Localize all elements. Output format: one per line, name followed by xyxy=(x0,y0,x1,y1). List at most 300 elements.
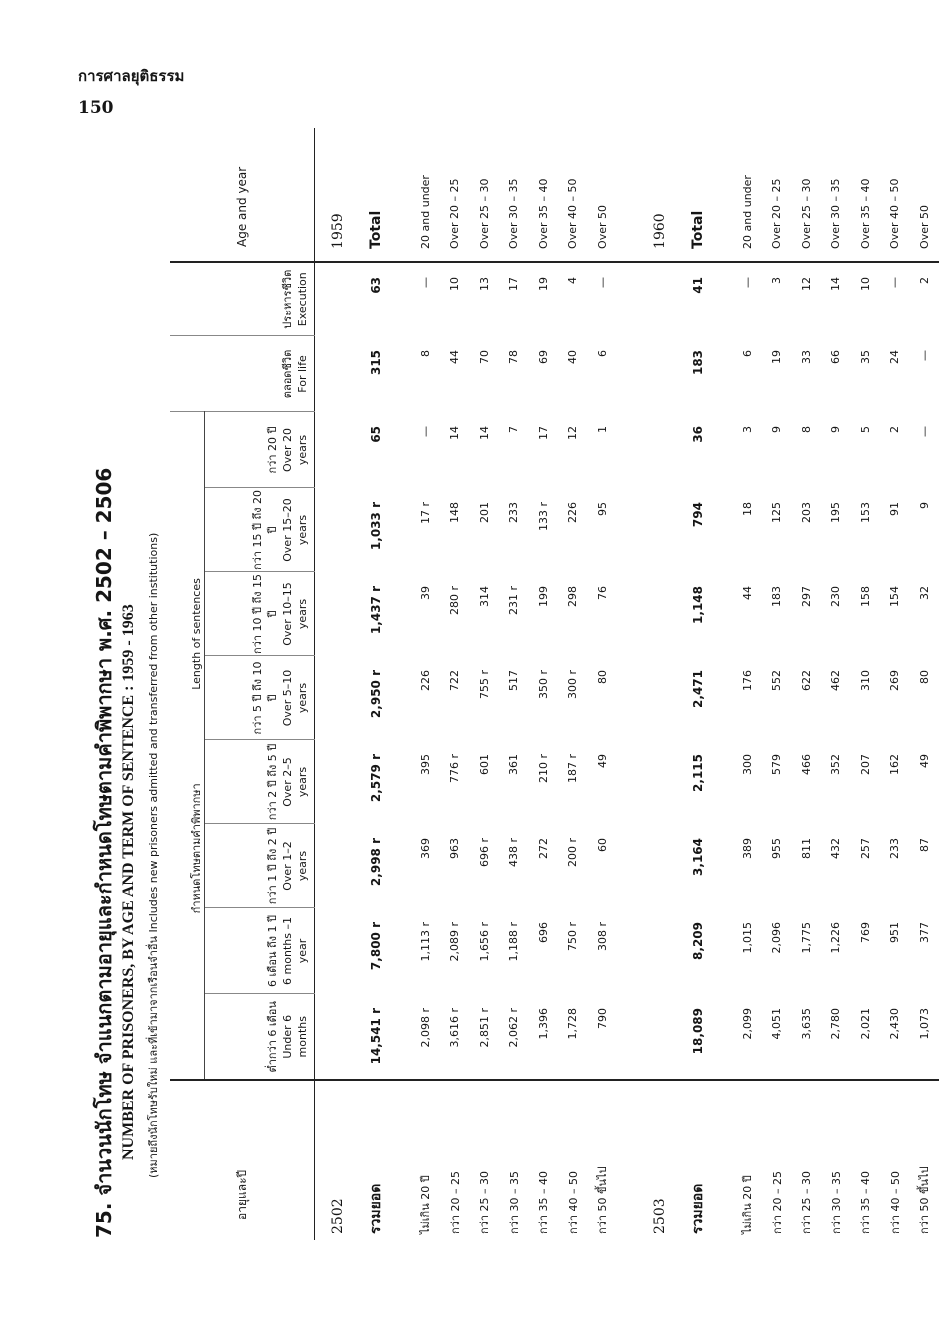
total-cell: 7,800 r xyxy=(368,922,383,971)
empty-cell xyxy=(617,336,637,412)
table-cell: 233 xyxy=(888,838,902,859)
header-age-thai: อายุและปี xyxy=(170,1080,315,1240)
table-cell: 17 r xyxy=(418,502,432,525)
spacer-row xyxy=(391,128,411,1240)
empty-cell xyxy=(391,488,411,572)
table-cell: 125 xyxy=(770,502,784,523)
row-label-english: Over 30 – 35 xyxy=(821,128,851,262)
table-cell: 2,098 r xyxy=(418,1008,432,1048)
total-label-thai: รวมยอด xyxy=(361,1080,391,1240)
table-cell: 44 xyxy=(448,349,462,364)
table-cell: 80 xyxy=(595,670,609,684)
total-cell: 183 xyxy=(690,349,705,376)
total-cell: 1,437 r xyxy=(368,586,383,635)
table-row xyxy=(821,128,851,1240)
total-cell: 2,471 xyxy=(690,670,705,708)
empty-cell xyxy=(315,656,362,740)
table-cell: 2 xyxy=(888,425,902,433)
empty-cell xyxy=(617,128,637,262)
empty-cell xyxy=(315,740,362,824)
table-cell: 148 xyxy=(448,502,462,523)
table-cell: 3,635 xyxy=(799,1008,813,1040)
table-cell: 70 xyxy=(477,349,491,364)
empty-cell xyxy=(391,262,411,336)
table-cell: 2,089 r xyxy=(448,922,462,962)
table-cell: 352 xyxy=(829,754,843,775)
header-col-thai: ต่ำกว่า 6 เดือน xyxy=(266,1001,279,1073)
table-cell: 153 xyxy=(858,502,872,523)
empty-cell xyxy=(637,412,683,488)
empty-cell xyxy=(391,128,411,262)
table-cell: 389 xyxy=(740,838,754,859)
total-label-english: Total xyxy=(683,128,713,262)
row-label-thai: กว่า 35 – 40 xyxy=(851,1080,881,1240)
row-label-english: Over 35 – 40 xyxy=(851,128,881,262)
empty-cell xyxy=(617,412,637,488)
empty-cell xyxy=(637,656,683,740)
header-col-thai: 6 เดือน ถึง 1 ปี xyxy=(266,914,279,988)
header-sentence-group xyxy=(170,412,205,1080)
header-col-thai: กว่า 20 ปี xyxy=(266,426,279,474)
header-col-english: Over 20 years xyxy=(281,428,309,472)
total-cell: 18,089 xyxy=(690,1008,705,1055)
empty-cell xyxy=(713,656,733,740)
table-cell: 1,396 xyxy=(536,1008,550,1040)
row-label-thai: กว่า 35 – 40 xyxy=(529,1080,559,1240)
total-cell: 63 xyxy=(368,276,383,294)
row-label-thai: กว่า 25 – 30 xyxy=(470,1080,500,1240)
total-cell: 14,541 r xyxy=(368,1008,383,1065)
row-label-thai: ไม่เกิน 20 ปี xyxy=(411,1080,441,1240)
table-cell: 2,062 r xyxy=(507,1008,521,1048)
empty-cell xyxy=(713,824,733,908)
table-cell: 377 xyxy=(917,922,931,943)
header-col-over-15-20-years xyxy=(205,488,315,572)
row-label-thai: กว่า 50 ขึ้นไป xyxy=(910,1080,940,1240)
table-cell: 1,015 xyxy=(740,922,754,954)
table-cell: 14 xyxy=(829,276,843,291)
table-cell: 1,226 xyxy=(829,922,843,954)
table-cell: 8 xyxy=(799,425,813,433)
empty-cell xyxy=(713,488,733,572)
header-col-english: Over 10–15 years xyxy=(281,582,309,646)
table-cell: 66 xyxy=(829,349,843,364)
table-cell: 9 xyxy=(770,425,784,433)
table-row xyxy=(851,128,881,1240)
total-cell: 36 xyxy=(690,425,705,443)
table-cell: 13 xyxy=(477,276,491,291)
table-cell: 233 xyxy=(507,502,521,523)
table-cell: 9 xyxy=(917,502,931,509)
empty-cell xyxy=(391,740,411,824)
header-col-english: 6 months –1 year xyxy=(281,917,309,985)
empty-cell xyxy=(713,740,733,824)
header-col-thai: กว่า 10 ปี ถึง 15 ปี xyxy=(251,574,279,655)
row-label-english: 20 and under xyxy=(733,128,763,262)
table-cell: 298 xyxy=(566,586,580,607)
table-cell: 154 xyxy=(888,586,902,607)
table-cell: 755 r xyxy=(477,670,491,700)
row-label-english: Over 30 – 35 xyxy=(499,128,529,262)
row-label-english: Over 25 – 30 xyxy=(470,128,500,262)
empty-cell xyxy=(391,908,411,994)
table-cell: — xyxy=(740,276,754,288)
table-cell: 7 xyxy=(507,425,521,433)
table-cell: 300 xyxy=(740,754,754,775)
header-age-english: Age and year xyxy=(170,128,315,262)
empty-cell xyxy=(713,572,733,656)
table-cell: 1,728 xyxy=(566,1008,580,1040)
table-cell: 60 xyxy=(595,838,609,852)
year-label-thai: 2502 xyxy=(315,1080,362,1240)
table-cell: 750 r xyxy=(566,922,580,952)
table-cell: 9 xyxy=(829,425,843,433)
row-label-english: Over 35 – 40 xyxy=(529,128,559,262)
empty-cell xyxy=(637,336,683,412)
table-cell: 395 xyxy=(418,754,432,775)
table-cell: 432 xyxy=(829,838,843,859)
table-cell: 35 xyxy=(858,349,872,364)
year-row xyxy=(637,128,683,1240)
empty-cell xyxy=(713,994,733,1080)
table-cell: 44 xyxy=(740,586,754,600)
total-label-thai: รวมยอด xyxy=(683,1080,713,1240)
empty-cell xyxy=(617,656,637,740)
empty-cell xyxy=(637,740,683,824)
table-cell: 308 r xyxy=(595,922,609,952)
empty-cell xyxy=(617,262,637,336)
header-col-over-1-2-years xyxy=(205,824,315,908)
row-label-thai: กว่า 40 – 50 xyxy=(558,1080,588,1240)
table-cell: 951 xyxy=(888,922,902,943)
table-cell: 438 r xyxy=(507,838,521,868)
table-cell: 963 xyxy=(448,838,462,859)
row-label-english: Over 50 xyxy=(588,128,618,262)
empty-cell xyxy=(637,572,683,656)
spacer-row xyxy=(617,128,637,1240)
table-cell: 369 xyxy=(418,838,432,859)
table-cell: 226 xyxy=(418,670,432,691)
total-row xyxy=(683,128,713,1240)
table-row xyxy=(792,128,822,1240)
empty-cell xyxy=(617,994,637,1080)
table-cell: 226 xyxy=(566,502,580,523)
table-cell: — xyxy=(917,349,931,361)
table-cell: 10 xyxy=(448,276,462,291)
table-row xyxy=(499,128,529,1240)
table-cell: 1,188 r xyxy=(507,922,521,962)
empty-cell xyxy=(713,412,733,488)
table-title-english: NUMBER OF PRISONERS, BY AGE AND TERM OF SENTENCE : 1959 - 1963 xyxy=(120,604,137,1160)
table-cell: 361 xyxy=(507,754,521,775)
empty-cell xyxy=(391,1080,411,1240)
header-sentence-group-thai: กำหนดโทษตามคำพิพากษา xyxy=(190,783,203,914)
table-cell: 80 xyxy=(917,670,931,684)
table-cell: 2,099 xyxy=(740,1008,754,1040)
total-cell: 1,148 xyxy=(690,586,705,624)
table-row xyxy=(588,128,618,1240)
table-cell: 462 xyxy=(829,670,843,691)
table-cell: 12 xyxy=(566,425,580,440)
table-cell: 49 xyxy=(917,754,931,768)
table-cell: 10 xyxy=(858,276,872,291)
total-cell: 41 xyxy=(690,276,705,294)
table-cell: 2,851 r xyxy=(477,1008,491,1048)
row-label-thai: กว่า 30 – 35 xyxy=(821,1080,851,1240)
empty-cell xyxy=(391,994,411,1080)
table-cell: 3,616 r xyxy=(448,1008,462,1048)
table-row xyxy=(733,128,763,1240)
empty-cell xyxy=(315,336,362,412)
row-label-thai: กว่า 20 – 25 xyxy=(762,1080,792,1240)
table-cell: 91 xyxy=(888,502,902,516)
row-label-thai: กว่า 40 – 50 xyxy=(880,1080,910,1240)
table-cell: 601 xyxy=(477,754,491,775)
empty-cell xyxy=(637,824,683,908)
total-cell: 1,033 r xyxy=(368,502,383,551)
table-cell: 4 xyxy=(566,276,580,284)
empty-cell xyxy=(617,908,637,994)
table-cell: 2 xyxy=(917,276,931,284)
table-cell: 231 r xyxy=(507,586,521,616)
empty-cell xyxy=(637,908,683,994)
total-cell: 2,579 r xyxy=(368,754,383,803)
table-cell: 187 r xyxy=(566,754,580,784)
year-label-english: 1960 xyxy=(637,128,683,262)
table-row xyxy=(440,128,470,1240)
table-cell: 76 xyxy=(595,586,609,600)
table-cell: 310 xyxy=(858,670,872,691)
row-label-thai: กว่า 30 – 35 xyxy=(499,1080,529,1240)
table-cell: 14 xyxy=(477,425,491,440)
table-cell: 517 xyxy=(507,670,521,691)
table-cell: 696 xyxy=(536,922,550,943)
prisoners-table xyxy=(170,128,939,1240)
empty-cell xyxy=(315,488,362,572)
table-cell: 95 xyxy=(595,502,609,516)
header-col-for-life xyxy=(170,336,315,412)
total-cell: 315 xyxy=(368,349,383,376)
total-cell: 2,115 xyxy=(690,754,705,792)
empty-cell xyxy=(617,740,637,824)
table-cell: 24 xyxy=(888,349,902,364)
empty-cell xyxy=(637,488,683,572)
table-cell: 280 r xyxy=(448,586,462,616)
empty-cell xyxy=(617,488,637,572)
table-cell: 183 xyxy=(770,586,784,607)
empty-cell xyxy=(391,824,411,908)
table-cell: — xyxy=(917,425,931,437)
empty-cell xyxy=(713,262,733,336)
table-row xyxy=(910,128,940,1240)
header-col-under-6-months xyxy=(205,994,315,1080)
table-row xyxy=(411,128,441,1240)
total-label-english: Total xyxy=(361,128,391,262)
header-col-6-months-1-year xyxy=(205,908,315,994)
table-cell: 230 xyxy=(829,586,843,607)
empty-cell xyxy=(315,412,362,488)
empty-cell xyxy=(617,824,637,908)
table-cell: 3 xyxy=(770,276,784,284)
table-cell: 2,021 xyxy=(858,1008,872,1040)
table-cell: 18 xyxy=(740,502,754,516)
empty-cell xyxy=(391,412,411,488)
table-row xyxy=(529,128,559,1240)
table-cell: 269 xyxy=(888,670,902,691)
empty-cell xyxy=(713,336,733,412)
header-col-over-5-10-years xyxy=(205,656,315,740)
table-cell: 1 xyxy=(595,425,609,433)
header-col-for-life-thai: ตลอดชีวิต xyxy=(281,349,294,399)
empty-cell xyxy=(713,128,733,262)
table-cell: 87 xyxy=(917,838,931,852)
header-col-thai: กว่า 15 ปี ถึง 20 ปี xyxy=(251,490,279,571)
table-cell: 350 r xyxy=(536,670,550,700)
empty-cell xyxy=(315,572,362,656)
year-label-thai: 2503 xyxy=(637,1080,683,1240)
table-cell: 19 xyxy=(770,349,784,364)
header-sentence-group-english: Length of sentences xyxy=(190,578,203,690)
empty-cell xyxy=(391,572,411,656)
table-cell: 162 xyxy=(888,754,902,775)
empty-cell xyxy=(391,336,411,412)
total-cell: 65 xyxy=(368,425,383,443)
header-col-english: Over 1–2 years xyxy=(281,841,309,891)
table-cell: 300 r xyxy=(566,670,580,700)
row-label-english: Over 40 – 50 xyxy=(558,128,588,262)
header-col-english: Over 5–10 years xyxy=(281,669,309,727)
table-cell: 49 xyxy=(595,754,609,768)
table-cell: 4,051 xyxy=(770,1008,784,1040)
table-cell: 133 r xyxy=(536,502,550,532)
table-cell: 769 xyxy=(858,922,872,943)
table-row xyxy=(762,128,792,1240)
spacer-row xyxy=(713,128,733,1240)
table-cell: 203 xyxy=(799,502,813,523)
table-row xyxy=(880,128,910,1240)
table-cell: 257 xyxy=(858,838,872,859)
header-col-over-2-5-years xyxy=(205,740,315,824)
table-cell: — xyxy=(418,276,432,288)
empty-cell xyxy=(637,994,683,1080)
header-col-thai: กว่า 2 ปี ถึง 5 ปี xyxy=(266,743,279,821)
table-cell: 811 xyxy=(799,838,813,859)
table-cell: 176 xyxy=(740,670,754,691)
table-cell: — xyxy=(888,276,902,288)
table-cell: 955 xyxy=(770,838,784,859)
empty-cell xyxy=(713,908,733,994)
table-cell: 3 xyxy=(740,425,754,433)
table-cell: 207 xyxy=(858,754,872,775)
table-cell: 14 xyxy=(448,425,462,440)
table-cell: — xyxy=(418,425,432,437)
total-cell: 2,998 r xyxy=(368,838,383,887)
table-cell: 8 xyxy=(418,349,432,357)
total-row xyxy=(361,128,391,1240)
rotated-table-block xyxy=(72,120,932,1240)
total-cell: 3,164 xyxy=(690,838,705,876)
table-cell: 69 xyxy=(536,349,550,364)
table-cell: 199 xyxy=(536,586,550,607)
table-cell: 40 xyxy=(566,349,580,364)
table-cell: 12 xyxy=(799,276,813,291)
table-row xyxy=(470,128,500,1240)
table-cell: 5 xyxy=(858,425,872,433)
table-cell: 17 xyxy=(536,425,550,440)
table-cell: 1,775 xyxy=(799,922,813,954)
table-cell: 2,780 xyxy=(829,1008,843,1040)
table-cell: 579 xyxy=(770,754,784,775)
table-cell: 776 r xyxy=(448,754,462,784)
header-col-execution-english: Execution xyxy=(296,272,309,327)
row-label-english: Over 40 – 50 xyxy=(880,128,910,262)
table-cell: 39 xyxy=(418,586,432,600)
row-label-english: Over 20 – 25 xyxy=(440,128,470,262)
header-col-thai: กว่า 5 ปี ถึง 10 ปี xyxy=(251,661,279,735)
row-label-thai: กว่า 20 – 25 xyxy=(440,1080,470,1240)
table-cell: 6 xyxy=(740,349,754,357)
row-label-thai: กว่า 25 – 30 xyxy=(792,1080,822,1240)
table-cell: 1,113 r xyxy=(418,922,432,962)
empty-cell xyxy=(637,262,683,336)
table-cell: 314 xyxy=(477,586,491,607)
empty-cell xyxy=(617,1080,637,1240)
table-cell: 552 xyxy=(770,670,784,691)
table-cell: 33 xyxy=(799,349,813,364)
header-col-english: Over 15–20 years xyxy=(281,498,309,562)
table-cell: 201 xyxy=(477,502,491,523)
table-cell: 195 xyxy=(829,502,843,523)
empty-cell xyxy=(617,572,637,656)
table-cell: 32 xyxy=(917,586,931,600)
empty-cell xyxy=(315,908,362,994)
table-cell: 1,656 r xyxy=(477,922,491,962)
table-cell: 466 xyxy=(799,754,813,775)
header-col-execution xyxy=(170,262,315,336)
table-cell: 622 xyxy=(799,670,813,691)
year-row xyxy=(315,128,362,1240)
total-cell: 8,209 xyxy=(690,922,705,960)
header-col-execution-thai: ประหารชีวิต xyxy=(281,269,294,329)
table-row xyxy=(558,128,588,1240)
row-label-thai: ไม่เกิน 20 ปี xyxy=(733,1080,763,1240)
empty-cell xyxy=(315,994,362,1080)
header-col-english: Over 2–5 years xyxy=(281,757,309,807)
total-cell: 2,950 r xyxy=(368,670,383,719)
empty-cell xyxy=(315,262,362,336)
page-number: 150 xyxy=(78,98,114,118)
header-col-for-life-english: For life xyxy=(296,355,309,393)
table-cell: 2,430 xyxy=(888,1008,902,1040)
table-body xyxy=(315,128,940,1240)
table-cell: 722 xyxy=(448,670,462,691)
header-col-thai: กว่า 1 ปี ถึง 2 ปี xyxy=(266,827,279,905)
table-cell: 19 xyxy=(536,276,550,291)
table-note: (หมายถึงนักโทษรับใหม่ และที่เข้ามาจากเรือนจำอื่น Includes new prisoners admitted and transferred from other institutions) xyxy=(147,532,160,1178)
header-col-over-20-years xyxy=(205,412,315,488)
table-cell: 1,073 xyxy=(917,1008,931,1040)
empty-cell xyxy=(315,824,362,908)
table-cell: 790 xyxy=(595,1008,609,1029)
year-label-english: 1959 xyxy=(315,128,362,262)
row-label-english: Over 50 xyxy=(910,128,940,262)
table-cell: 696 r xyxy=(477,838,491,868)
table-title-thai: 75. จำนวนนักโทษ จำแนกตามอายุและกำหนดโทษตามคำพิพากษา พ.ศ. 2502 – 2506 xyxy=(92,467,116,1238)
row-label-english: Over 25 – 30 xyxy=(792,128,822,262)
table-cell: 297 xyxy=(799,586,813,607)
table-cell: 158 xyxy=(858,586,872,607)
table-cell: 6 xyxy=(595,349,609,357)
